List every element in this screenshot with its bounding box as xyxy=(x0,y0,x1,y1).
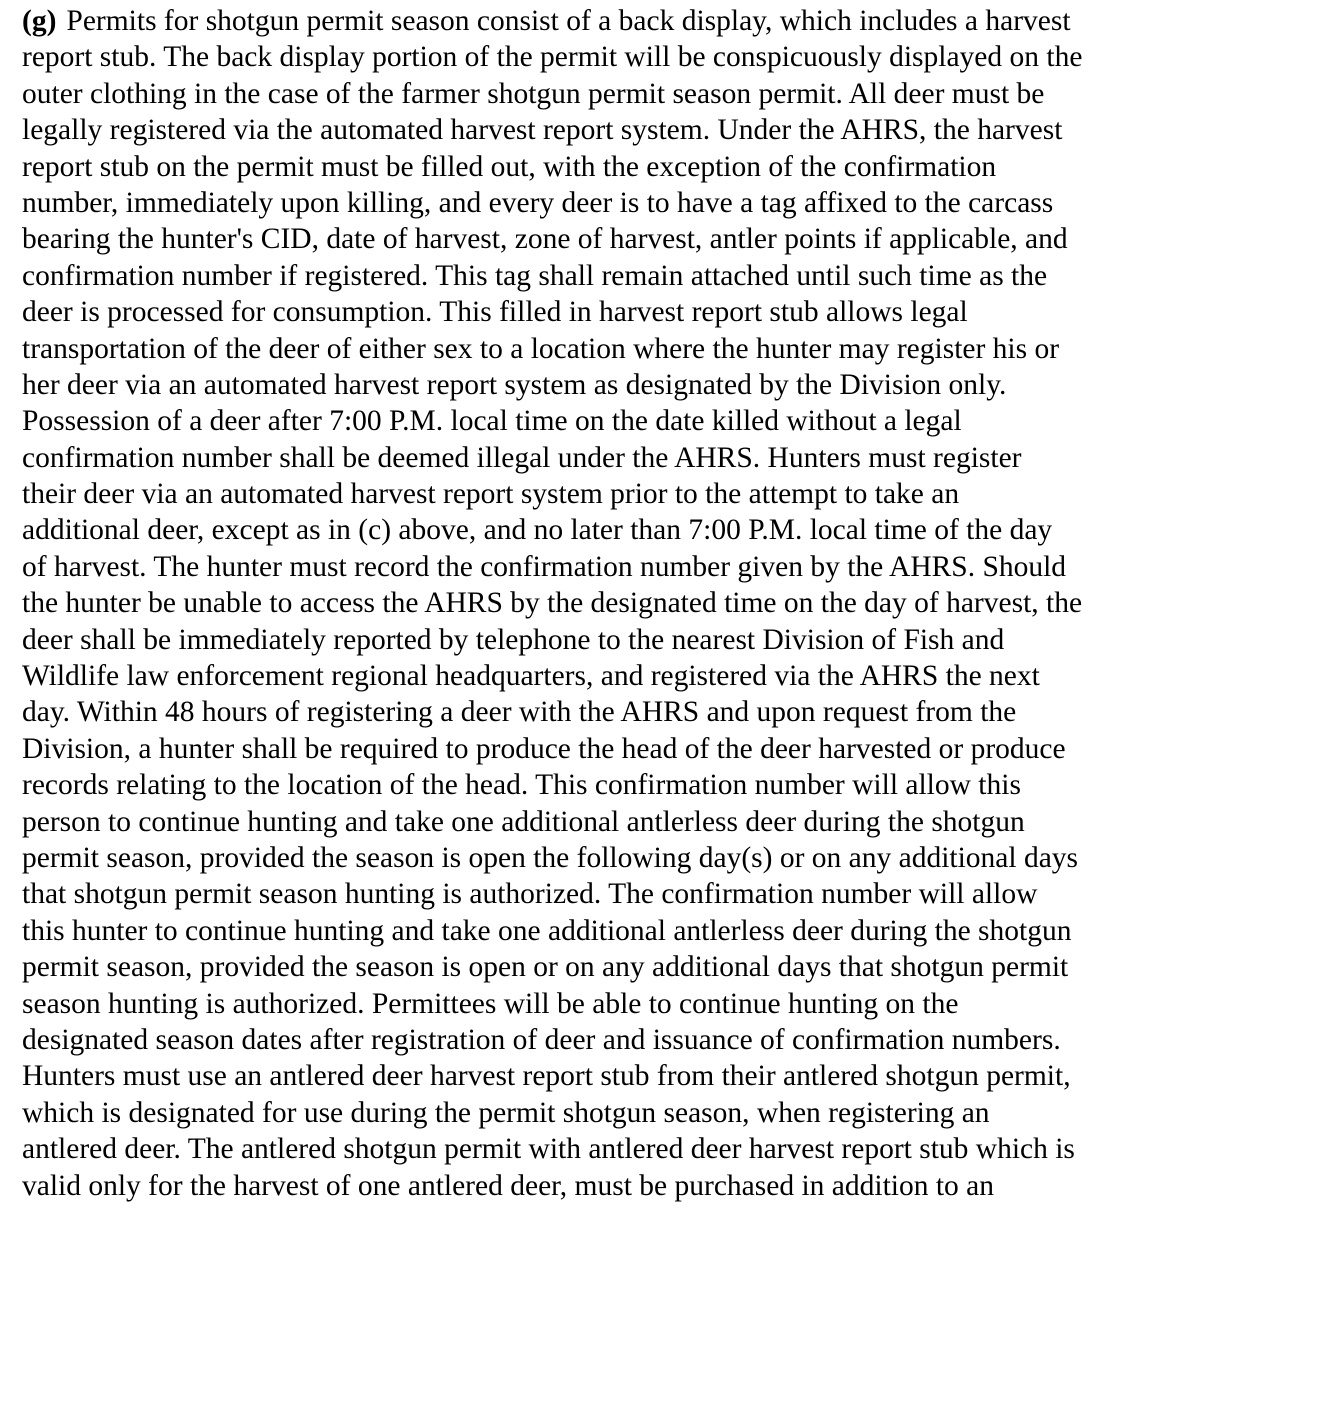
paragraph-line: permit season, provided the season is open or on any additional days that shotgun permit xyxy=(22,951,1069,984)
section-marker: (g) xyxy=(22,5,57,37)
paragraph-line: their deer via an automated harvest report system prior to the attempt to take an xyxy=(22,478,960,511)
paragraph-line: this hunter to continue hunting and take one additional antlerless deer during the shotgun xyxy=(22,914,1072,947)
paragraph-line: additional deer, except as in (c) above, and no later than 7:00 P.M. local time of the day xyxy=(22,514,1053,547)
paragraph-line: valid only for the harvest of one antlered deer, must be purchased in addition to an xyxy=(22,1169,995,1202)
paragraph-line xyxy=(22,3,1322,39)
paragraph-line: deer is processed for consumption. This filled in harvest report stub allows legal xyxy=(22,296,968,329)
paragraph-line: season hunting is authorized. Permittees will be able to continue hunting on the xyxy=(22,987,959,1020)
paragraph-line: report stub on the permit must be filled out, with the exception of the confirmation xyxy=(22,150,997,183)
paragraph-line: Division, a hunter shall be required to produce the head of the deer harvested or produce xyxy=(22,732,1066,765)
paragraph-line: Hunters must use an antlered deer harvest report stub from their antlered shotgun permit, xyxy=(22,1060,1071,1093)
paragraph-line: deer shall be immediately reported by telephone to the nearest Division of Fish and xyxy=(22,623,1005,656)
paragraph-line: transportation of the deer of either sex to a location where the hunter may register his or xyxy=(22,332,1060,365)
paragraph-line: her deer via an automated harvest report system as designated by the Division only. xyxy=(22,368,1007,401)
paragraph-line: the hunter be unable to access the AHRS by the designated time on the day of harvest, the xyxy=(22,587,1083,620)
paragraph-line: day. Within 48 hours of registering a deer with the AHRS and upon request from the xyxy=(22,696,1017,729)
paragraph-line: bearing the hunter's CID, date of harvest, zone of harvest, antler points if applicable, and xyxy=(22,223,1068,256)
paragraph-line: designated season dates after registration of deer and issuance of confirmation numbers. xyxy=(22,1023,1061,1056)
section-paragraph xyxy=(22,3,1322,1204)
paragraph-line: permit season, provided the season is open the following day(s) or on any additional days xyxy=(22,841,1079,874)
paragraph-line: Possession of a deer after 7:00 P.M. local time on the date killed without a legal xyxy=(22,405,962,438)
paragraph-line: legally registered via the automated harvest report system. Under the AHRS, the harvest xyxy=(22,114,1063,147)
paragraph-line: Wildlife law enforcement regional headquarters, and registered via the AHRS the next xyxy=(22,660,1040,693)
paragraph-line: confirmation number if registered. This tag shall remain attached until such time as the xyxy=(22,259,1048,292)
paragraph-line: confirmation number shall be deemed illegal under the AHRS. Hunters must register xyxy=(22,441,1022,474)
paragraph-line: antlered deer. The antlered shotgun permit with antlered deer harvest report stub which is xyxy=(22,1133,1075,1166)
paragraph-line: records relating to the location of the head. This confirmation number will allow this xyxy=(22,769,1021,802)
paragraph-line: report stub. The back display portion of the permit will be conspicuously displayed on the xyxy=(22,41,1083,74)
paragraph-line: which is designated for use during the permit shotgun season, when registering an xyxy=(22,1096,990,1129)
paragraph-line: of harvest. The hunter must record the confirmation number given by the AHRS. Should xyxy=(22,550,1067,583)
paragraph-line: outer clothing in the case of the farmer shotgun permit season permit. All deer must be xyxy=(22,77,1045,110)
paragraph-line: number, immediately upon killing, and every deer is to have a tag affixed to the carcass xyxy=(22,186,1054,219)
document-page xyxy=(22,0,1322,1204)
paragraph-line: that shotgun permit season hunting is authorized. The confirmation number will allow xyxy=(22,878,1038,911)
paragraph-line: person to continue hunting and take one additional antlerless deer during the shotgun xyxy=(22,805,1025,838)
line-text: Permits for shotgun permit season consist of a back display, which includes a harvest xyxy=(66,5,1071,37)
